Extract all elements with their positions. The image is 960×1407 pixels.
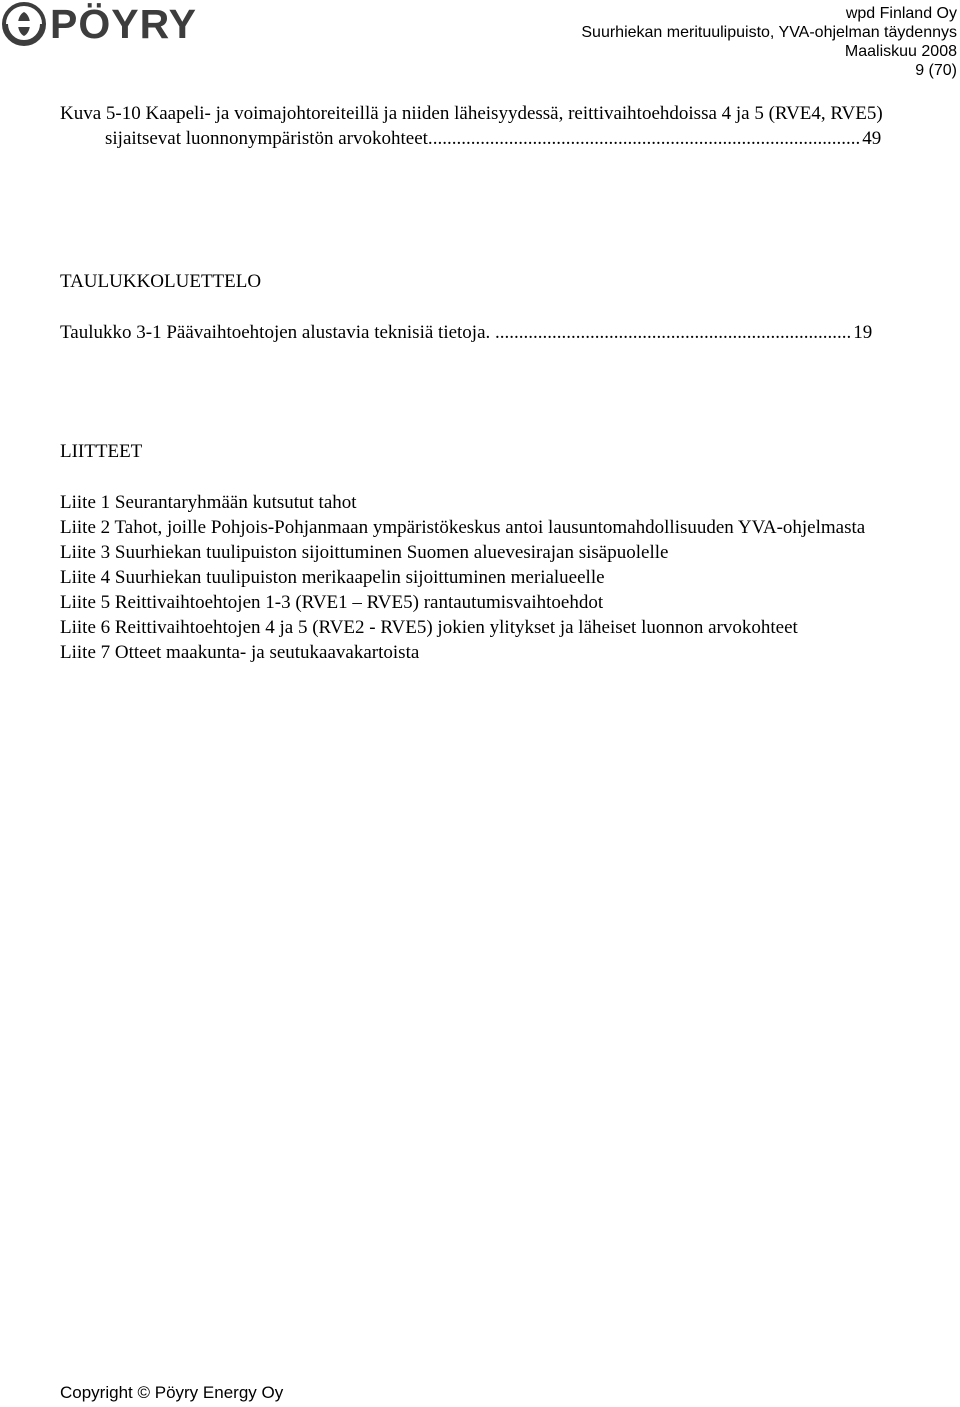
appendix-item-7: Liite 7 Otteet maakunta- ja seutukaavakartoista xyxy=(60,642,420,663)
header-page-number: 9 (70) xyxy=(915,62,957,79)
header-project: Suurhiekan merituulipuisto, YVA-ohjelman täydennys xyxy=(581,24,957,41)
appendix-item-6: Liite 6 Reittivaihtoehtojen 4 ja 5 (RVE2 - RVE5) jokien ylitykset ja läheiset luonnon arvokohteet xyxy=(60,617,798,638)
table-list-heading: TAULUKKOLUETTELO xyxy=(60,271,262,292)
appendix-item-3: Liite 3 Suurhiekan tuulipuiston sijoittuminen Suomen aluevesirajan sisäpuolelle xyxy=(60,542,669,563)
header-date: Maaliskuu 2008 xyxy=(844,43,957,60)
appendix-heading: LIITTEET xyxy=(60,441,143,462)
header-company: wpd Finland Oy xyxy=(845,5,957,22)
appendix-item-5: Liite 5 Reittivaihtoehtojen 1-3 (RVE1 – RVE5) rantautumisvaihtoehdot xyxy=(60,592,604,613)
toc-leader: ........................................................................... xyxy=(495,322,852,343)
page-header xyxy=(0,0,960,84)
appendix-item-1: Liite 1 Seurantaryhmään kutsutut tahot xyxy=(60,492,357,513)
figure-entry-text: Kuva 5-10 Kaapeli- ja voimajohtoreiteillä ja niiden läheisyydessä, reittivaihtoehdoissa 4 ja 5 (RVE4, RVE5) sijaitsevat luonnonympäristön arvokohteet........................................................................................... 49 xyxy=(60,103,883,149)
logo-wordmark: PÖYRY xyxy=(50,1,198,47)
table-list-entry[interactable] xyxy=(60,320,958,345)
figure-entry-page: 49 xyxy=(862,128,882,149)
poyry-swirl-logo-icon xyxy=(2,2,46,46)
table-entry-page: 19 xyxy=(853,322,873,343)
table-entry-text: Taulukko 3-1 Päävaihtoehtojen alustavia teknisiä tietoja. ........................................................................... 19 xyxy=(60,322,873,343)
header-info xyxy=(581,4,957,80)
document-content xyxy=(60,73,958,665)
toc-leader: .......................................................................................... xyxy=(432,128,861,149)
company-logo xyxy=(2,2,197,46)
appendix-list xyxy=(60,490,958,665)
page-footer: Copyright © Pöyry Energy Oy xyxy=(60,1383,284,1402)
appendix-item-4: Liite 4 Suurhiekan tuulipuiston merikaapelin sijoittuminen merialueelle xyxy=(60,567,605,588)
appendix-item-2: Liite 2 Tahot, joille Pohjois-Pohjanmaan ympäristökeskus antoi lausuntomahdollisuuden YVA-ohjelmasta xyxy=(60,517,866,538)
figure-list-entry[interactable] xyxy=(60,101,958,151)
